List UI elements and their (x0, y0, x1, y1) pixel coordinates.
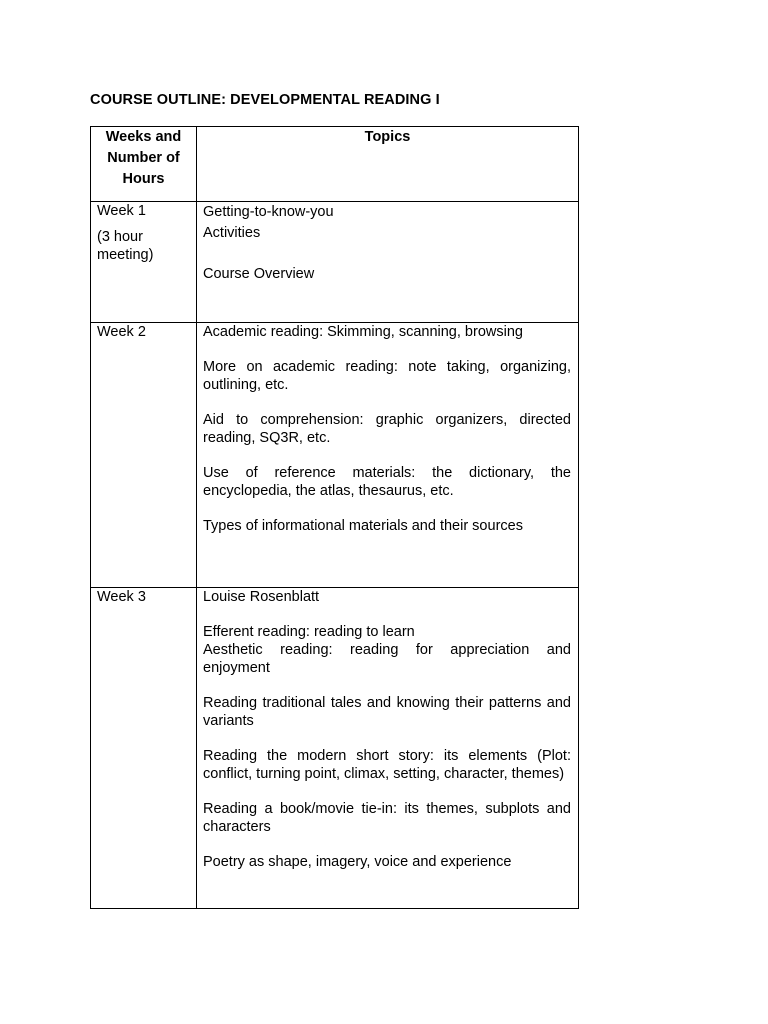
topic-item: Reading a book/movie tie-in: its themes, subplots and characters (203, 801, 571, 835)
header-topics-label: Topics (364, 129, 411, 145)
table-row (91, 323, 579, 588)
topics-cell (197, 588, 579, 909)
topic-item: Getting-to-know-you (203, 204, 334, 220)
topic-item: Academic reading: Skimming, scanning, browsing (203, 324, 523, 340)
topic-item: Aid to comprehension: graphic organizers, directed reading, SQ3R, etc. (203, 412, 571, 446)
table-header-row (91, 127, 579, 202)
topic-item: Reading the modern short story: its elements (Plot: conflict, turning point, climax, setting, character, themes) (203, 748, 571, 782)
week-label: Week 1 (97, 203, 146, 219)
week-label: Week 2 (97, 324, 146, 340)
header-topics (197, 127, 579, 202)
topic-item: Reading traditional tales and knowing their patterns and variants (203, 695, 571, 729)
topic-item: Louise Rosenblatt (203, 589, 320, 605)
table-row (91, 588, 579, 909)
header-weeks-label: Weeks and Number of Hours (105, 129, 182, 187)
week-note: (3 hour meeting) (97, 229, 154, 263)
topic-item: More on academic reading: note taking, organizing, outlining, etc. (203, 359, 571, 393)
topic-item: Activities (203, 225, 261, 241)
topic-item: Poetry as shape, imagery, voice and experience (203, 854, 512, 870)
week-cell (91, 588, 197, 909)
topic-item: Course Overview (203, 266, 315, 282)
week-label: Week 3 (97, 589, 146, 605)
topic-item: Aesthetic reading: reading for appreciation and enjoyment (203, 642, 571, 676)
topic-item: Types of informational materials and their sources (203, 518, 523, 534)
table-row (91, 202, 579, 323)
course-outline-table (90, 126, 579, 909)
week-cell (91, 323, 197, 588)
page-title: COURSE OUTLINE: DEVELOPMENTAL READING I (90, 92, 440, 108)
topics-cell (197, 323, 579, 588)
topics-cell (197, 202, 579, 323)
header-weeks (91, 127, 197, 202)
week-cell (91, 202, 197, 323)
topic-item: Use of reference materials: the dictionary, the encyclopedia, the atlas, thesaurus, etc. (203, 465, 571, 499)
topic-item: Efferent reading: reading to learn (203, 624, 415, 640)
